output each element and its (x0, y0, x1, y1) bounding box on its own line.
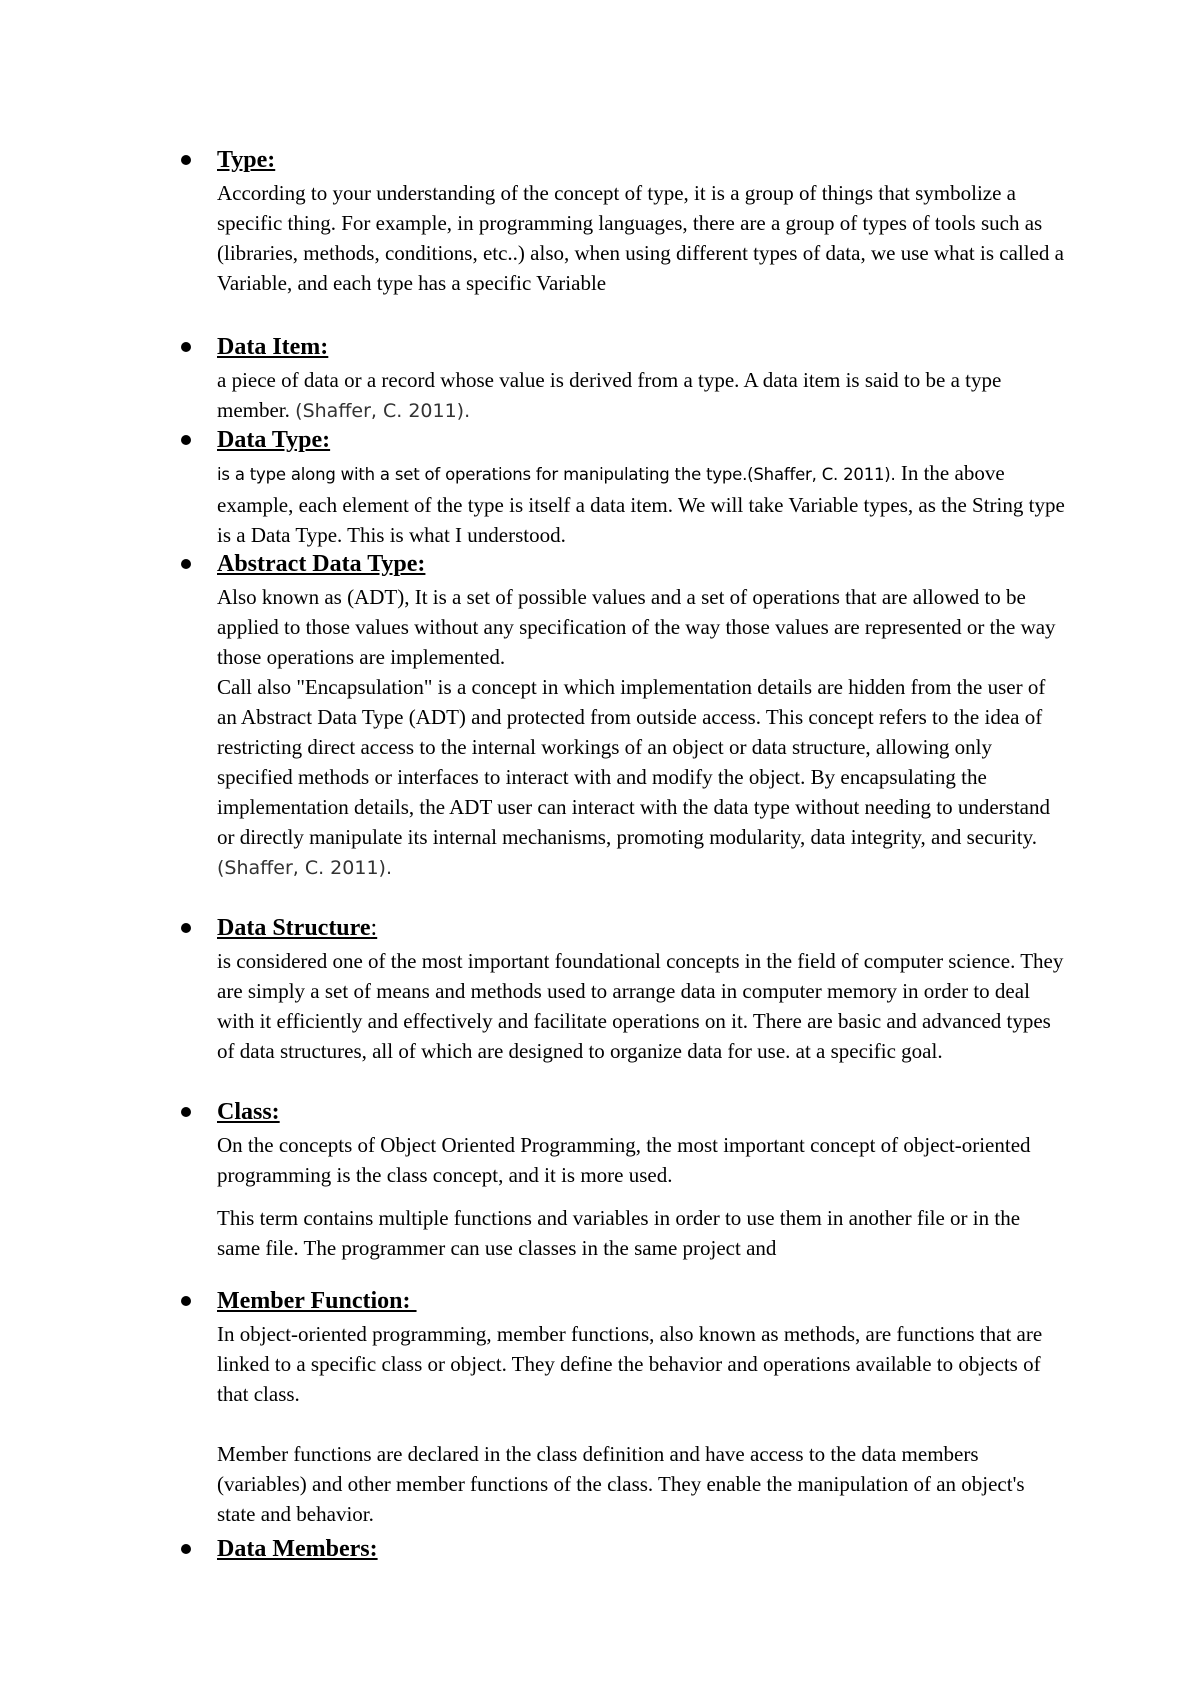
bullet-icon (181, 923, 191, 933)
bullet-icon (181, 1544, 191, 1554)
bullet-icon (181, 1107, 191, 1117)
heading-data-type: Data Type: (217, 427, 331, 453)
paragraph-member-function-2: Member functions are declared in the class definition and have access to the data members (variables) and other member functions of the class. They enable the manipulation of an object's state and behavior. (217, 1442, 1025, 1526)
bullet-icon (181, 342, 191, 352)
paragraph-data-type-definition: is a type along with a set of operations for manipulating the type.(Shaffer, C. 2011). (217, 465, 896, 484)
heading-data-structure (217, 913, 377, 943)
heading-data-item: Data Item: (217, 334, 329, 360)
paragraph-data-item-text: a piece of data or a record whose value is derived from a type. A data item is said to be a type member. (217, 368, 1002, 422)
paragraph-adt-2-text: Call also "Encapsulation" is a concept in which implementation details are hidden from the user of an Abstract Data Type (ADT) and protected from outside access. This concept refers to the idea of restricting direct access to the internal workings of an object or data structure, allowing only specified methods or interfaces to interact with and modify the object. By encapsulating the implementation details, the ADT user can interact with the data type without needing to understand or directly manipulate its internal mechanisms, promoting modularity, data integrity, and security. (217, 675, 1050, 849)
paragraph-member-function-1: In object-oriented programming, member functions, also known as methods, are functions that are linked to a specific class or object. They define the behavior and operations available to objects of that class. (217, 1322, 1043, 1406)
heading-data-structure-colon: : (370, 915, 378, 941)
paragraph-adt-2 (217, 672, 1067, 883)
paragraph-data-item (217, 365, 1067, 426)
bullet-icon (181, 1296, 191, 1306)
paragraph-class-2: This term contains multiple functions and variables in order to use them in another file or in the same file. The programmer can use classes in the same project and (217, 1206, 1021, 1260)
paragraph-adt-1: Also known as (ADT), It is a set of possible values and a set of operations that are allowed to be applied to those values without any specification of the way those values are represented or the way those operations are implemented. (217, 585, 1056, 669)
heading-member-function: Member Function: (217, 1288, 417, 1314)
bullet-icon (181, 435, 191, 445)
heading-abstract-data-type: Abstract Data Type: (217, 551, 426, 577)
citation: (Shaffer, C. 2011). (295, 400, 471, 422)
citation: (Shaffer, C. 2011). (217, 857, 392, 879)
heading-type: Type: (217, 147, 276, 173)
heading-data-members: Data Members: (217, 1536, 378, 1562)
paragraph-data-structure: is considered one of the most important foundational concepts in the field of computer science. They are simply a set of means and methods used to arrange data in computer memory in order to deal with it efficiently and effectively and facilitate operations on it. There are basic and advanced types of data structures, all of which are designed to organize data for use. at a specific goal. (217, 949, 1064, 1063)
heading-class: Class: (217, 1099, 280, 1125)
paragraph-type: According to your understanding of the concept of type, it is a group of things that symbolize a specific thing. For example, in programming languages, there are a group of types of tools such as (libraries, methods, conditions, etc..) also, when using different types of data, we use what is called a Variable, and each type has a specific Variable (217, 181, 1064, 295)
paragraph-data-type-text: In the above example, each element of the type is itself a data item. We will take Variable types, as the String type is a Data Type. This is what I understood. (217, 461, 1065, 547)
paragraph-data-type (217, 458, 1067, 550)
bullet-icon (181, 155, 191, 165)
heading-data-structure-text: Data Structure (217, 915, 371, 941)
paragraph-class-1: On the concepts of Object Oriented Programming, the most important concept of object-oriented programming is the class concept, and it is more used. (217, 1133, 1031, 1187)
bullet-icon (181, 559, 191, 569)
